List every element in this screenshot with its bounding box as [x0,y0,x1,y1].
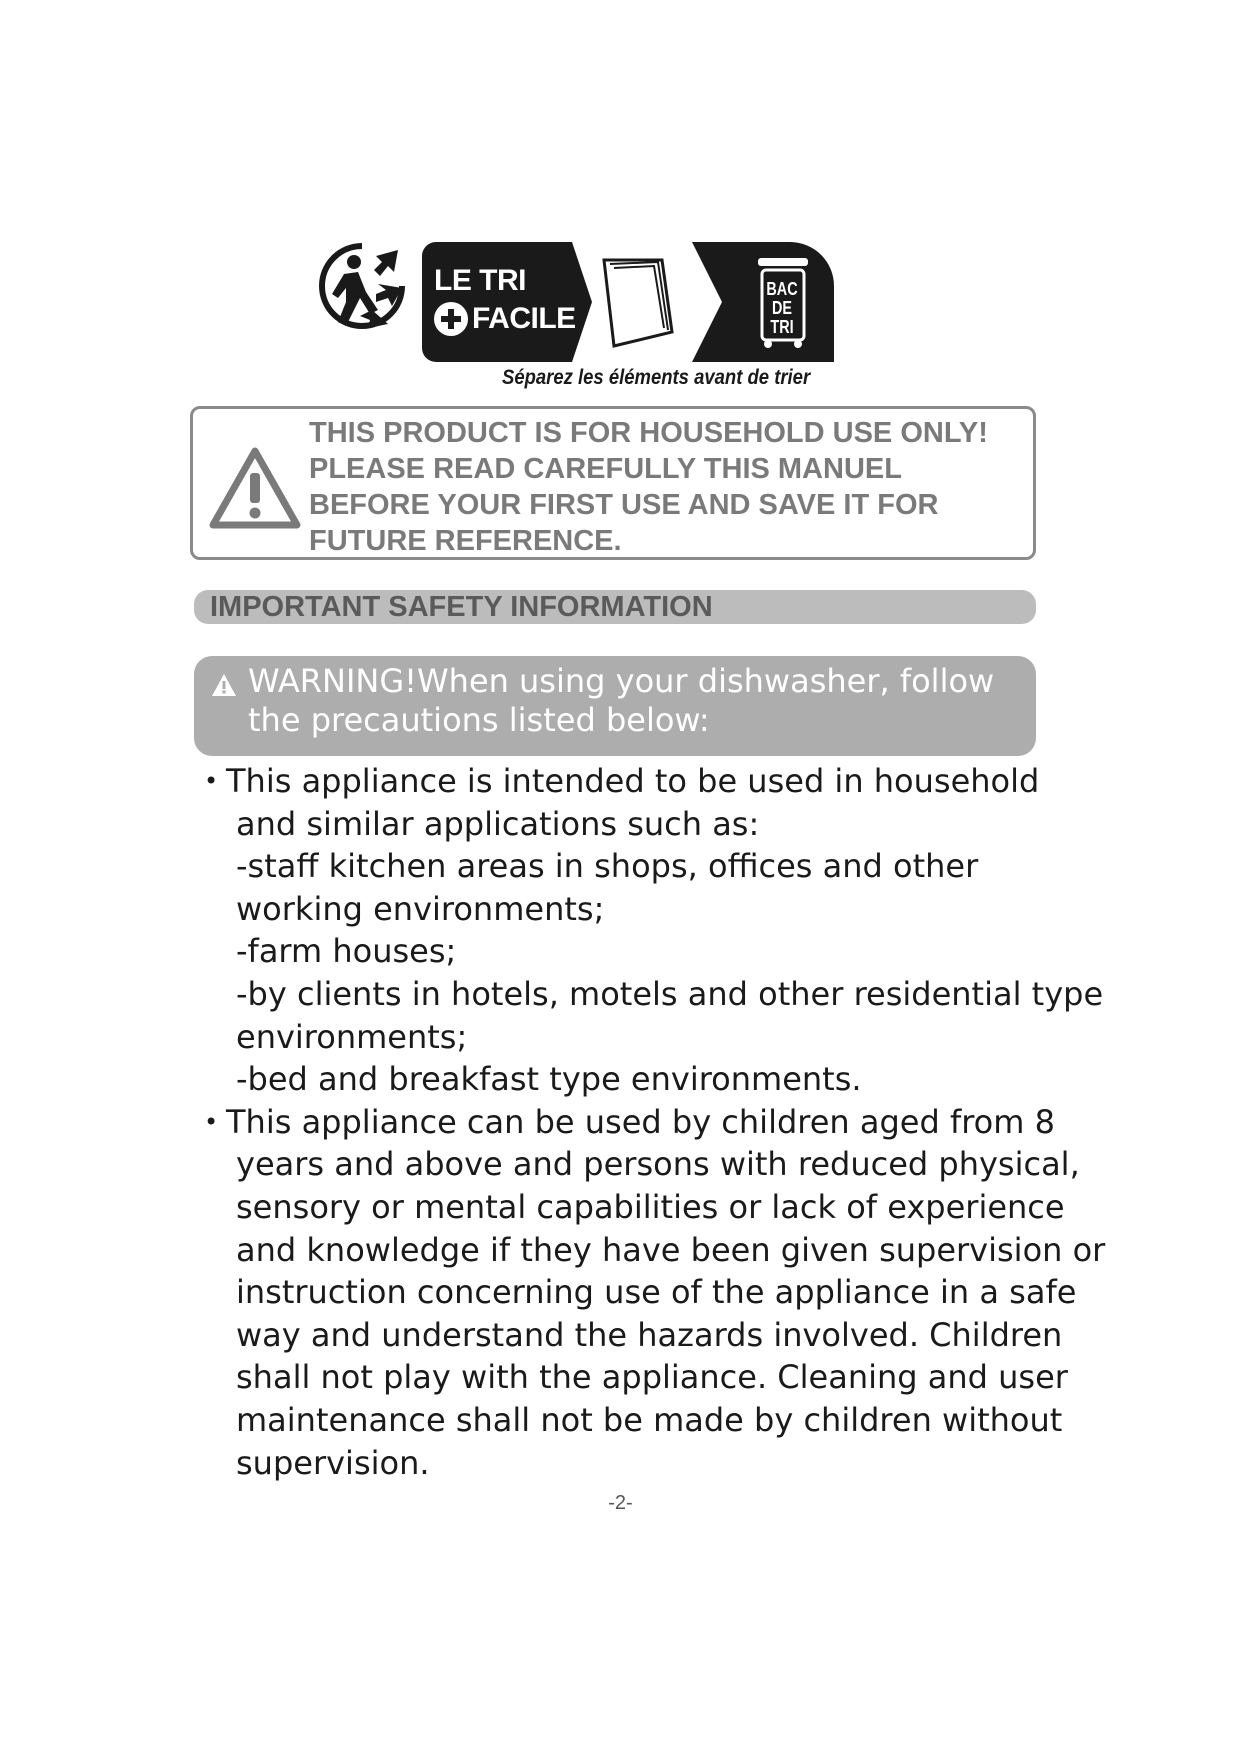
warning-banner [194,656,1036,756]
list-item [200,760,1130,1101]
notice-line: BEFORE YOUR FIRST USE AND SAVE IT FOR [309,489,939,521]
banner-line1: LE TRI [434,264,526,297]
bullet-line: -bed and breakfast type environments. [236,1060,862,1099]
section-heading: IMPORTANT SAFETY INFORMATION [194,590,1036,624]
bullet-line: shall not play with the appliance. Cleaning and user [236,1358,1068,1397]
triman-recycling-icon [316,240,408,332]
bullet-line: way and understand the hazards involved. Children [236,1315,1063,1354]
list-item [200,1101,1130,1484]
notice-line: THIS PRODUCT IS FOR HOUSEHOLD USE ONLY! [309,417,988,449]
safety-list [200,760,1130,1484]
household-use-notice [190,406,1036,560]
warning-triangle-icon [207,445,303,531]
bin-label-line: BAC [766,279,798,299]
bin-label-line: DE [771,298,792,318]
banner-caption: Séparez les éléments avant de trier [502,366,811,389]
bullet-line: instruction concerning use of the appliance in a safe [236,1273,1077,1312]
notice-line: FUTURE REFERENCE. [309,525,622,557]
bin-label-line: TRI [770,317,794,337]
bullet-line: maintenance shall not be made by children without [236,1400,1063,1439]
notice-text [309,415,1029,559]
banner-title [434,262,576,338]
warning-line: WARNING!When using your dishwasher, follow [248,662,995,700]
bullet-line: -farm houses; [236,932,457,971]
bullet-line: sensory or mental capabilities or lack of experience [236,1187,1065,1226]
notice-line: PLEASE READ CAREFULLY THIS MANUEL [309,453,902,485]
bullet-line: supervision. [236,1443,430,1482]
bullet-line: working environments; [236,889,605,928]
warning-triangle-icon [210,672,238,698]
warning-line: the precautions listed below: [248,701,710,739]
sorting-info-banner [422,242,834,362]
bin-label [764,280,801,337]
bullet-line: -staff kitchen areas in shops, offices and other [236,847,979,886]
warning-text [248,662,1008,740]
bullet-line: and knowledge if they have been given supervision or [236,1230,1106,1269]
bullet-line: • This appliance is intended to be used in household [226,762,1040,800]
banner-line2: FACILE [472,302,576,335]
bullet-line: • This appliance can be used by children aged from 8 [226,1102,1055,1141]
bullet-line: -by clients in hotels, motels and other residential type [236,974,1104,1013]
bullet-line: environments; [236,1017,468,1056]
bullet-line: and similar applications such as: [236,804,760,843]
plus-icon [434,302,468,336]
bullet-line: years and above and persons with reduced physical, [236,1145,1080,1184]
page-number: -2- [608,1492,633,1514]
